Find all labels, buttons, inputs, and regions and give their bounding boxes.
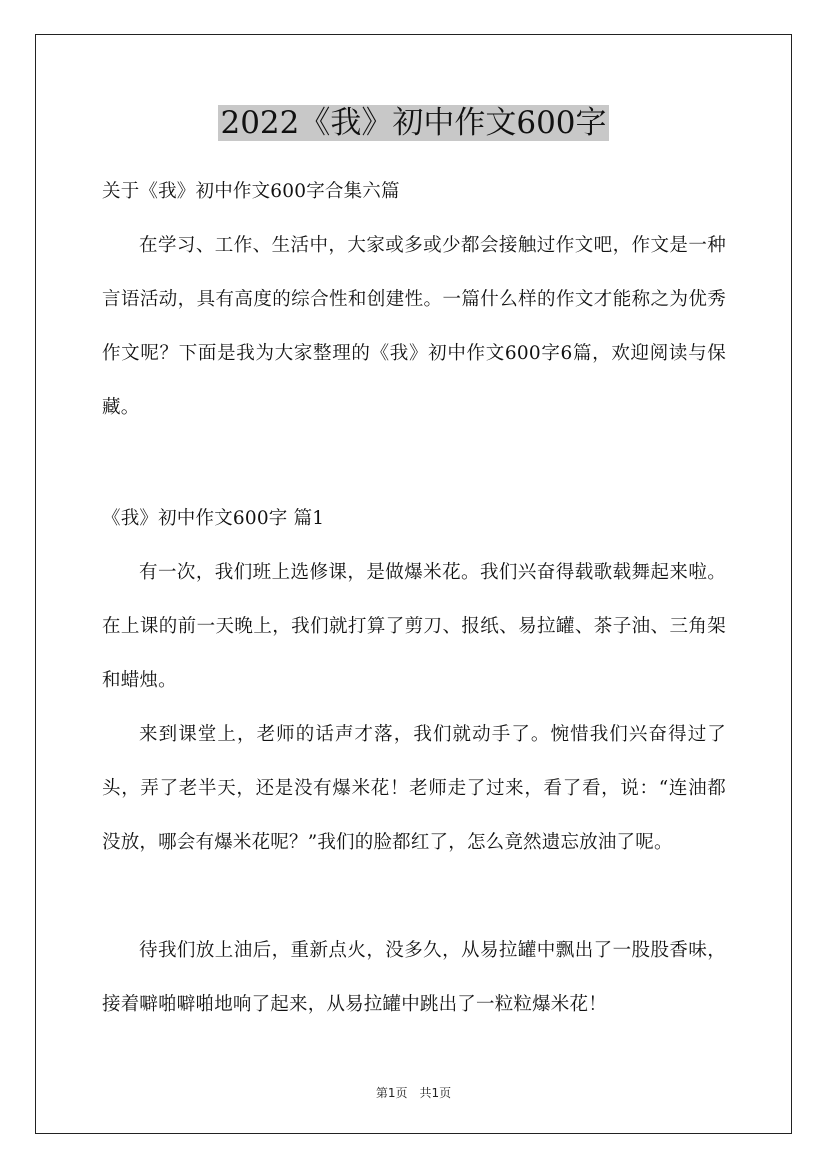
document-title <box>0 100 827 146</box>
body-paragraph-1: 有一次，我们班上选修课，是做爆米花。我们兴奋得载歌载舞起来啦。在上课的前一天晚上，我们就打算了剪刀、报纸、易拉罐、茶子油、三角架和蜡烛。 <box>102 562 726 691</box>
body-paragraph-3: 待我们放上油后，重新点火，没多久，从易拉罐中飘出了一股股香味，接着噼啪噼啪地响了起来，从易拉罐中跳出了一粒粒爆米花！ <box>102 940 726 1015</box>
page-footer: 第1页 共1页 <box>375 1086 452 1100</box>
section-heading: 《我》初中作文600字 篇1 <box>102 508 325 529</box>
body-paragraph-2: 来到课堂上，老师的话声才落，我们就动手了。惋惜我们兴奋得过了头，弄了老半天，还是没有爆米花！老师走了过来，看了看，说：“连油都没放，哪会有爆米花呢？”我们的脸都红了，怎么竟然遗忘放油了呢。 <box>102 724 726 853</box>
document-subtitle: 关于《我》初中作文600字合集六篇 <box>102 181 400 202</box>
title-text: 2022《我》初中作文600字 <box>220 105 607 141</box>
intro-paragraph: 在学习、工作、生活中，大家或多或少都会接触过作文吧，作文是一种言语活动，具有高度的综合性和创建性。一篇什么样的作文才能称之为优秀作文呢？下面是我为大家整理的《我》初中作文600字6篇，欢迎阅读与保藏。 <box>102 235 726 418</box>
